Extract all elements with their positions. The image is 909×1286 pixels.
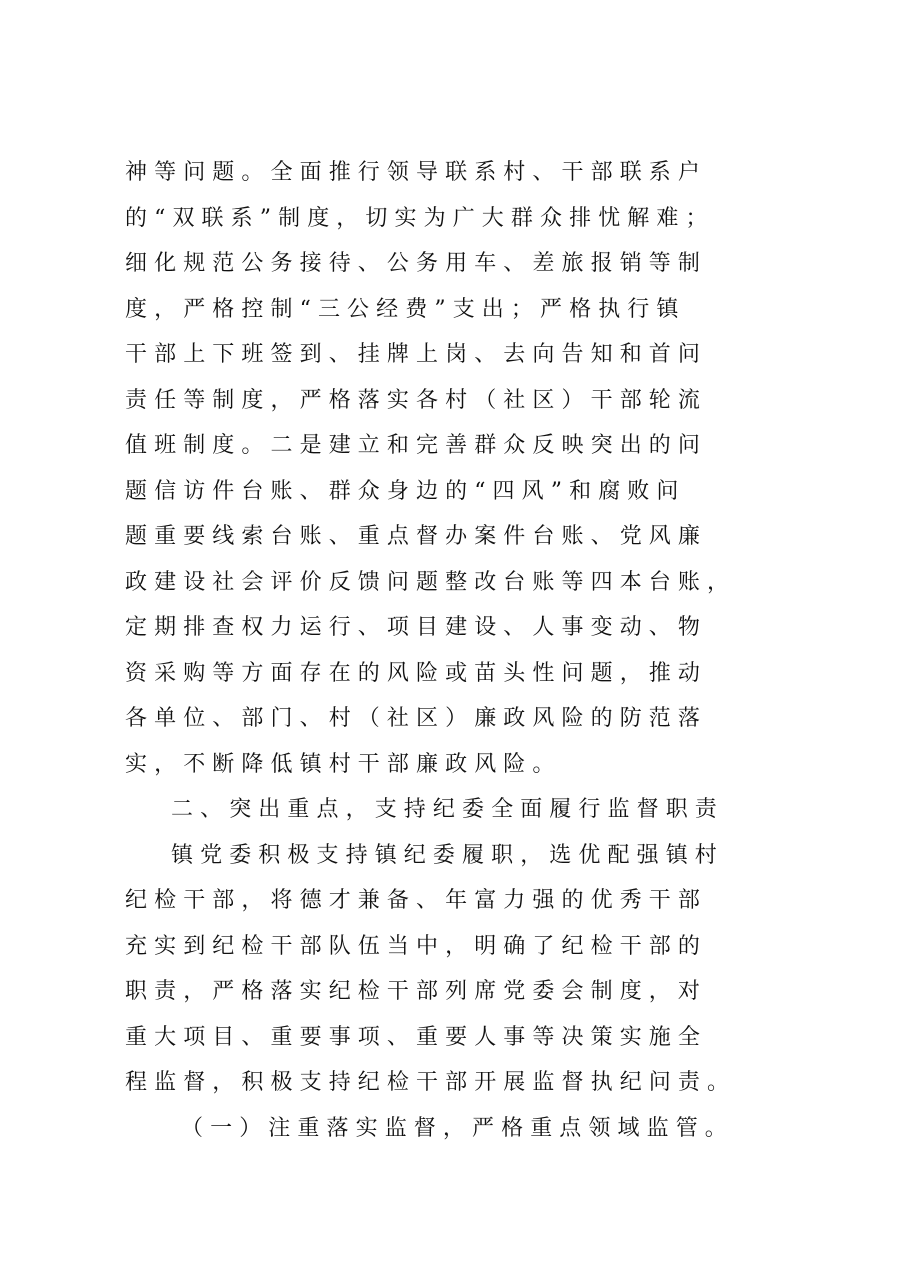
subsection-heading: （一）注重落实监督，严格重点领域监管。 — [181, 1115, 734, 1141]
paragraph-line: 重大项目、重要事项、重要人事等决策实施全 — [125, 1024, 708, 1050]
paragraph-line: 纪检干部，将德才兼备、年富力强的优秀干部 — [125, 888, 708, 913]
paragraph-line: 程监督，积极支持纪检干部开展监督执纪问责。 — [125, 1070, 737, 1095]
section-heading: 二、突出重点，支持纪委全面履行监督职责 — [171, 797, 724, 822]
paragraph-line: 神等问题。全面推行领导联系村、干部联系户 — [125, 160, 708, 185]
paragraph-line: 细化规范公务接待、公务用车、差旅报销等制 — [125, 251, 708, 276]
paragraph-line: 干部上下班签到、挂牌上岗、去向告知和首问 — [125, 342, 708, 367]
paragraph-line: 职责，严格落实纪检干部列席党委会制度，对 — [125, 979, 708, 1004]
paragraph-line: 值班制度。二是建立和完善群众反映突出的问 — [125, 433, 708, 458]
paragraph-line: 题信访件台账、群众身边的“四风”和腐败问 — [125, 478, 686, 504]
paragraph-line: 各单位、部门、村（社区）廉政风险的防范落 — [125, 706, 708, 731]
paragraph-line: 度，严格控制“三公经费”支出；严格执行镇 — [125, 296, 686, 322]
paragraph-line: 充实到纪检干部队伍当中，明确了纪检干部的 — [125, 933, 708, 959]
body-text — [125, 150, 805, 1151]
paragraph-line: 定期排查权力运行、项目建设、人事变动、物 — [125, 615, 708, 640]
paragraph-line: 责任等制度，严格落实各村（社区）干部轮流 — [125, 387, 708, 413]
paragraph-line: 政建设社会评价反馈问题整改台账等四本台账， — [125, 569, 737, 595]
paragraph-line: 资采购等方面存在的风险或苗头性问题，推动 — [125, 660, 708, 686]
paragraph-line: 的“双联系”制度，切实为广大群众排忧解难； — [125, 205, 715, 231]
paragraph-line: 镇党委积极支持镇纪委履职，选优配强镇村 — [171, 842, 724, 868]
paragraph-line: 实，不断降低镇村干部廉政风险。 — [125, 751, 562, 777]
paragraph-line: 题重要线索台账、重点督办案件台账、党风廉 — [125, 524, 708, 549]
